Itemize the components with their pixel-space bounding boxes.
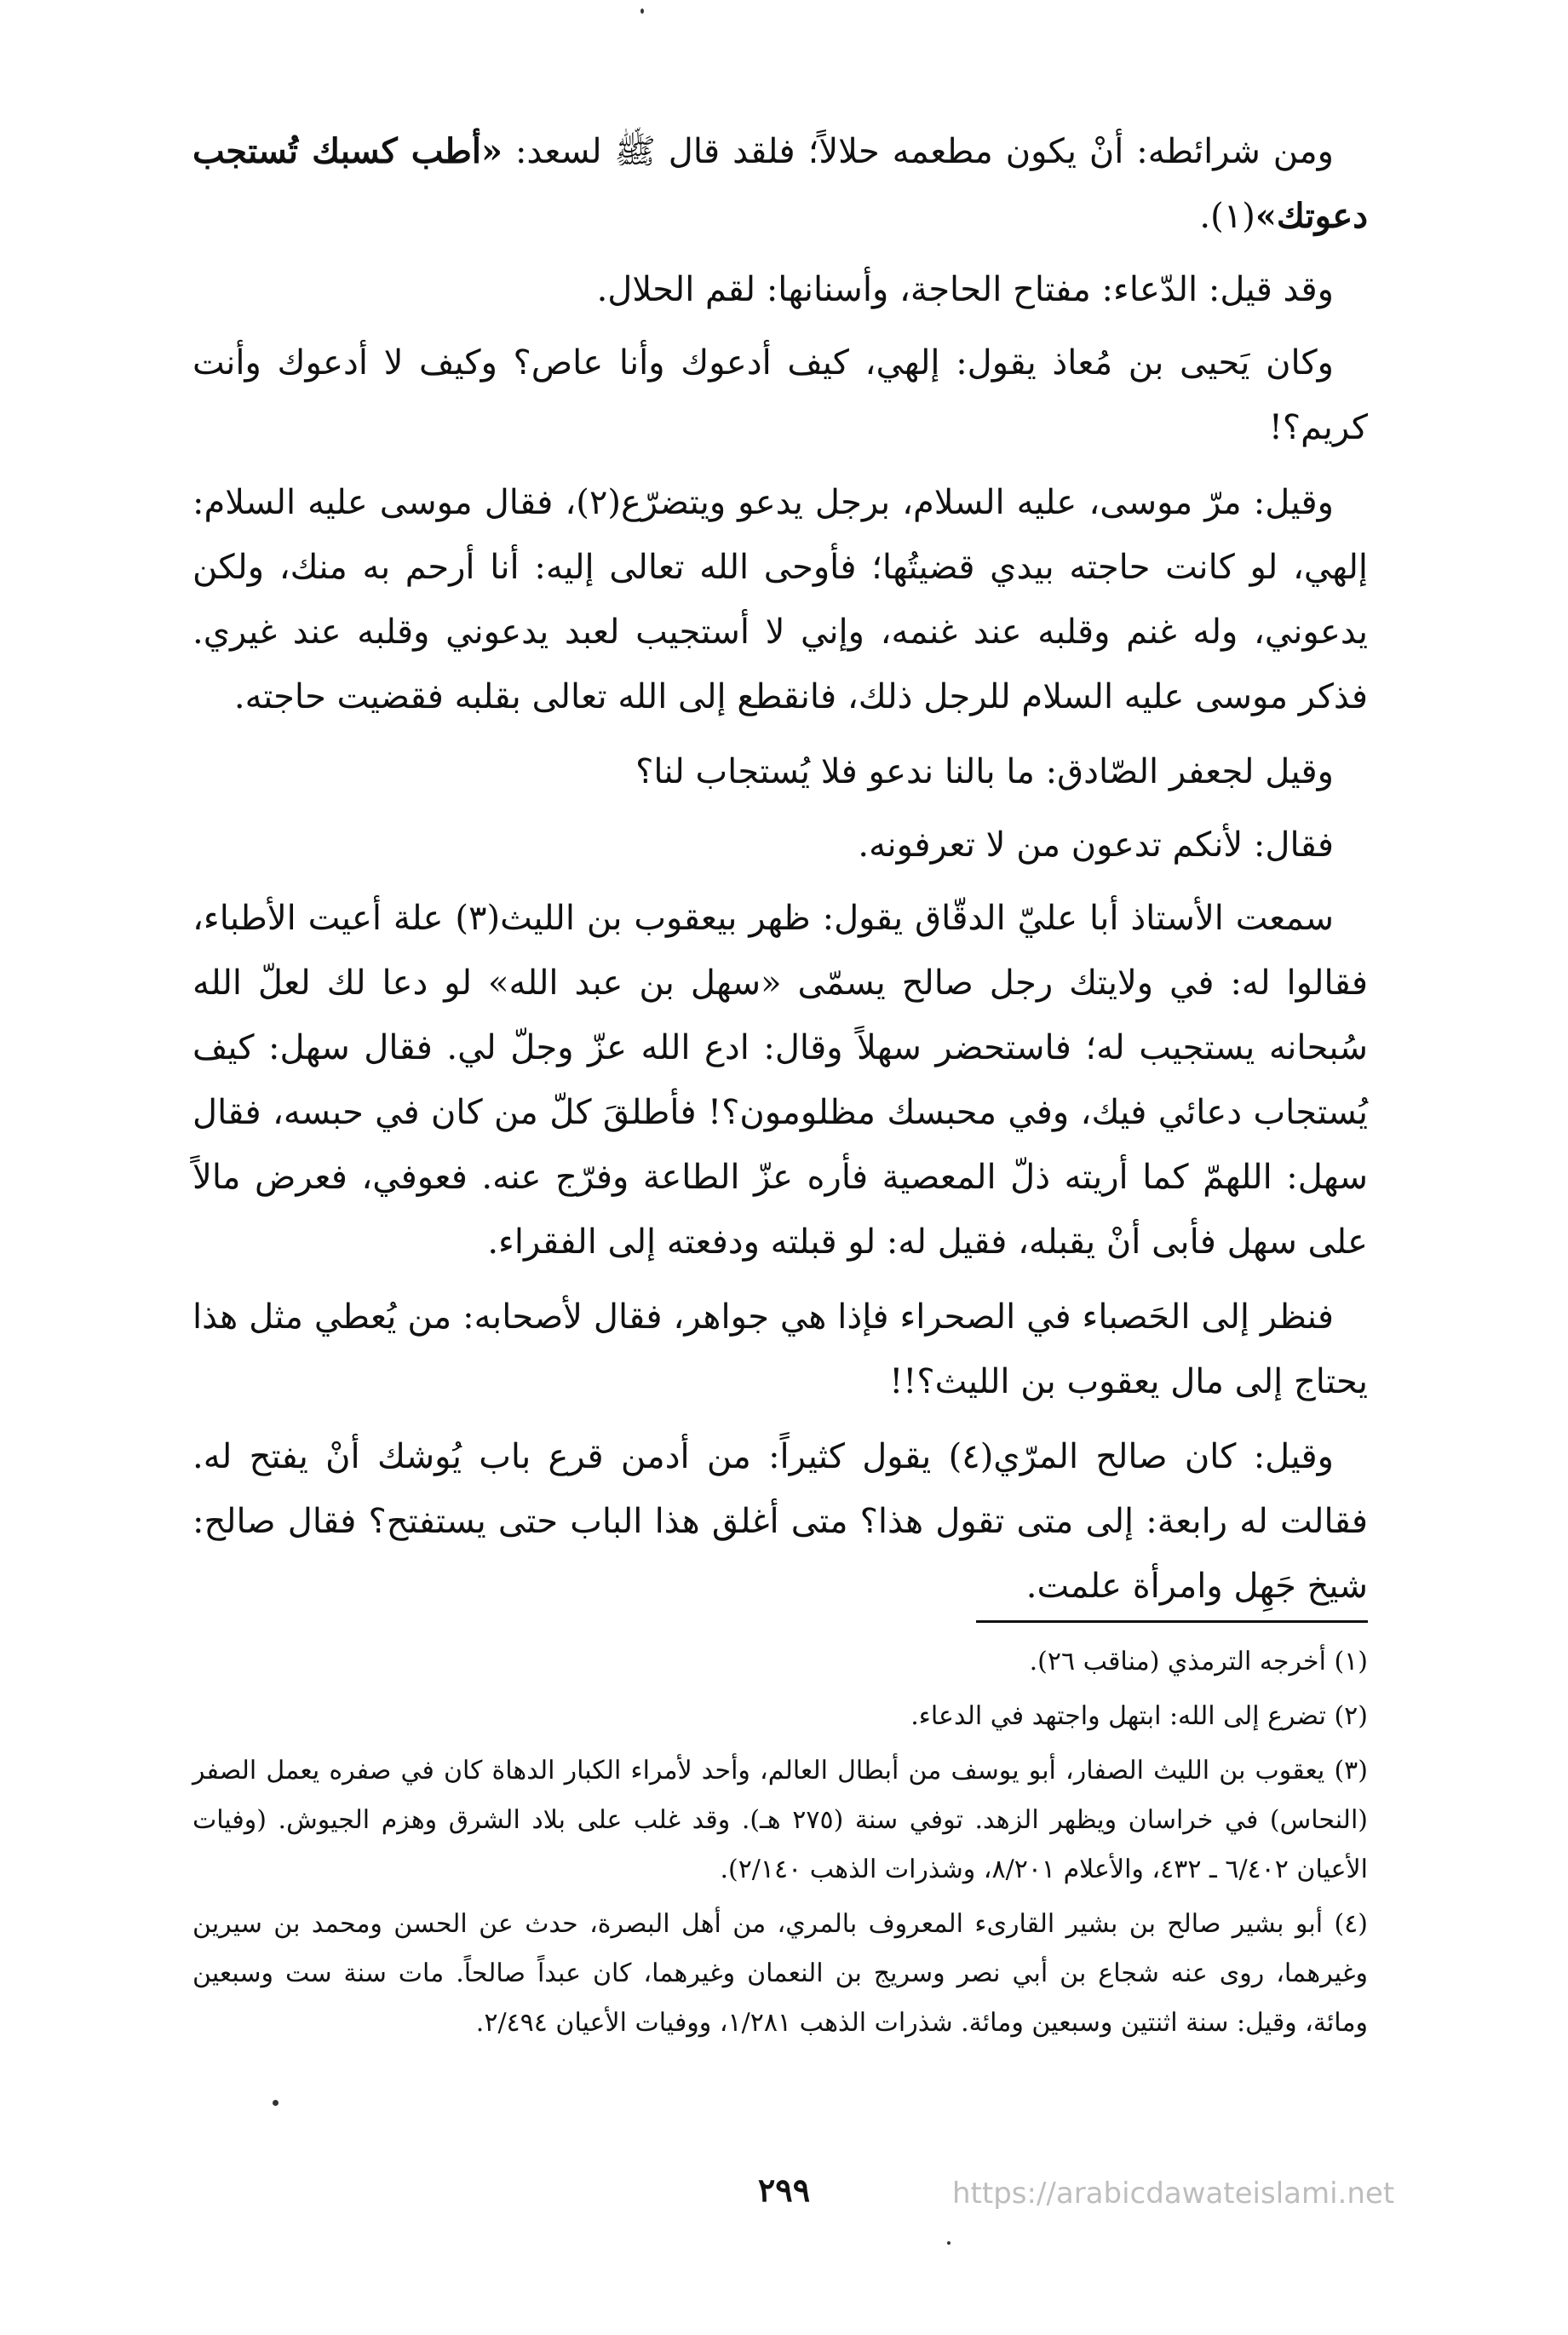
footnotes [192, 1637, 1368, 2053]
paragraph-5: وقيل لجعفر الصّادق: ما بالنا ندعو فلا يُستجاب لنا؟ [635, 752, 1334, 791]
paragraph-8: فنظر إلى الحَصباء في الصحراء فإذا هي جواهر، فقال لأصحابه: من يُعطي مثل هذا يحتاج إلى مال يعقوب بن الليث؟!! [192, 1297, 1368, 1401]
footnote-3: (٣) يعقوب بن الليث الصفار، أبو يوسف من أبطال العالم، وأحد لأمراء الكبار الدهاة كان في صفره يعمل الصفر (النحاس) في خراسان ويظهر الزهد. توفي سنة (٢٧٥ هـ). وقد غلب على بلاد الشرق وهزم الجيوش. (وفيات الأعيان ٦/٤٠٢ ـ ٤٣٢، والأعلام ٨/٢٠١، وشذرات الذهب ٢/١٤٠). [192, 1756, 1368, 1884]
footnote-1: (١) أخرجه الترمذي (مناقب ٢٦). [1029, 1647, 1368, 1676]
scan-speck [947, 2241, 951, 2245]
watermark-url: https://arabicdawateislami.net [952, 2177, 1395, 2211]
hadith-quote: «أطب كسبك تُستجب دعوتك» [192, 131, 1368, 236]
paragraph-2: وقد قيل: الدّعاء: مفتاح الحاجة، وأسنانها: لقم الحلال. [596, 270, 1334, 309]
paragraph-1-lead: ومن شرائطه: أنْ يكون مطعمه حلالاً؛ فلقد قال ﷺ لسعد: [503, 132, 1334, 171]
main-text [192, 119, 1368, 1627]
paragraph-1-tail: (١). [1199, 197, 1255, 236]
footnote-divider [976, 1620, 1368, 1623]
paragraph-6: فقال: لأنكم تدعون من لا تعرفونه. [858, 825, 1334, 865]
paragraph-7: سمعت الأستاذ أبا عليّ الدقّاق يقول: ظهر بيعقوب بن الليث(٣) علة أعيت الأطباء، فقالوا له: في ولايتك رجل صالح يسمّى «سهل بن عبد الله» لو دعا لك لعلّ الله سُبحانه يستجيب له؛ فاستحضر سهلاً وقال: ادع الله عزّ وجلّ لي. فقال سهل: كيف يُستجاب دعائي فيك، وفي محبسك مظلومون؟! فأطلقَ كلّ من كان في حبسه، فقال سهل: اللهمّ كما أريته ذلّ المعصية فأره عزّ الطاعة وفرّج عنه. فعوفي، فعرض مالاً على سهل فأبى أنْ يقبله، فقيل له: لو قبلته ودفعته إلى الفقراء. [192, 899, 1368, 1262]
footnote-4: (٤) أبو بشير صالح بن بشير القارىء المعروف بالمري، من أهل البصرة، حدث عن الحسن ومحمد بن سيرين وغيرهما، روى عنه شجاع بن أبي نصر وسريج بن النعمان وغيرهما، كان عبداً صالحاً. مات سنة ست وسبعين ومائة، وقيل: سنة اثنتين وسبعين ومائة. شذرات الذهب ١/٢٨١، ووفيات الأعيان ٢/٤٩٤. [192, 1909, 1368, 2038]
scan-speck [273, 2100, 279, 2106]
paragraph-4: وقيل: مرّ موسى، عليه السلام، برجل يدعو ويتضرّع(٢)، فقال موسى عليه السلام: إلهي، لو كانت حاجته بيدي قضيتُها؛ فأوحى الله تعالى إليه: أنا أرحم به منك، ولكن يدعوني، وله غنم وقلبه عند غنمه، وإني لا أستجيب لعبد يدعوني وقلبه عند غيري. فذكر موسى عليه السلام للرجل ذلك، فانقطع إلى الله تعالى بقلبه فقضيت حاجته. [192, 483, 1368, 716]
footnote-2: (٢) تضرع إلى الله: ابتهل واجتهد في الدعاء. [910, 1701, 1368, 1731]
paragraph-9: وقيل: كان صالح المرّي(٤) يقول كثيراً: من أدمن قرع باب يُوشك أنْ يفتح له. فقالت له رابعة: إلى متى تقول هذا؟ متى أغلق هذا الباب حتى يستفتح؟ فقال صالح: شيخ جَهِل وامرأة علمت. [192, 1437, 1368, 1606]
paragraph-3: وكان يَحيى بن مُعاذ يقول: إلهي، كيف أدعوك وأنا عاص؟ وكيف لا أدعوك وأنت كريم؟! [192, 343, 1368, 447]
scan-speck [640, 9, 644, 14]
page-number: ٢٩٩ [757, 2171, 811, 2209]
paragraph-1 [192, 119, 1368, 249]
